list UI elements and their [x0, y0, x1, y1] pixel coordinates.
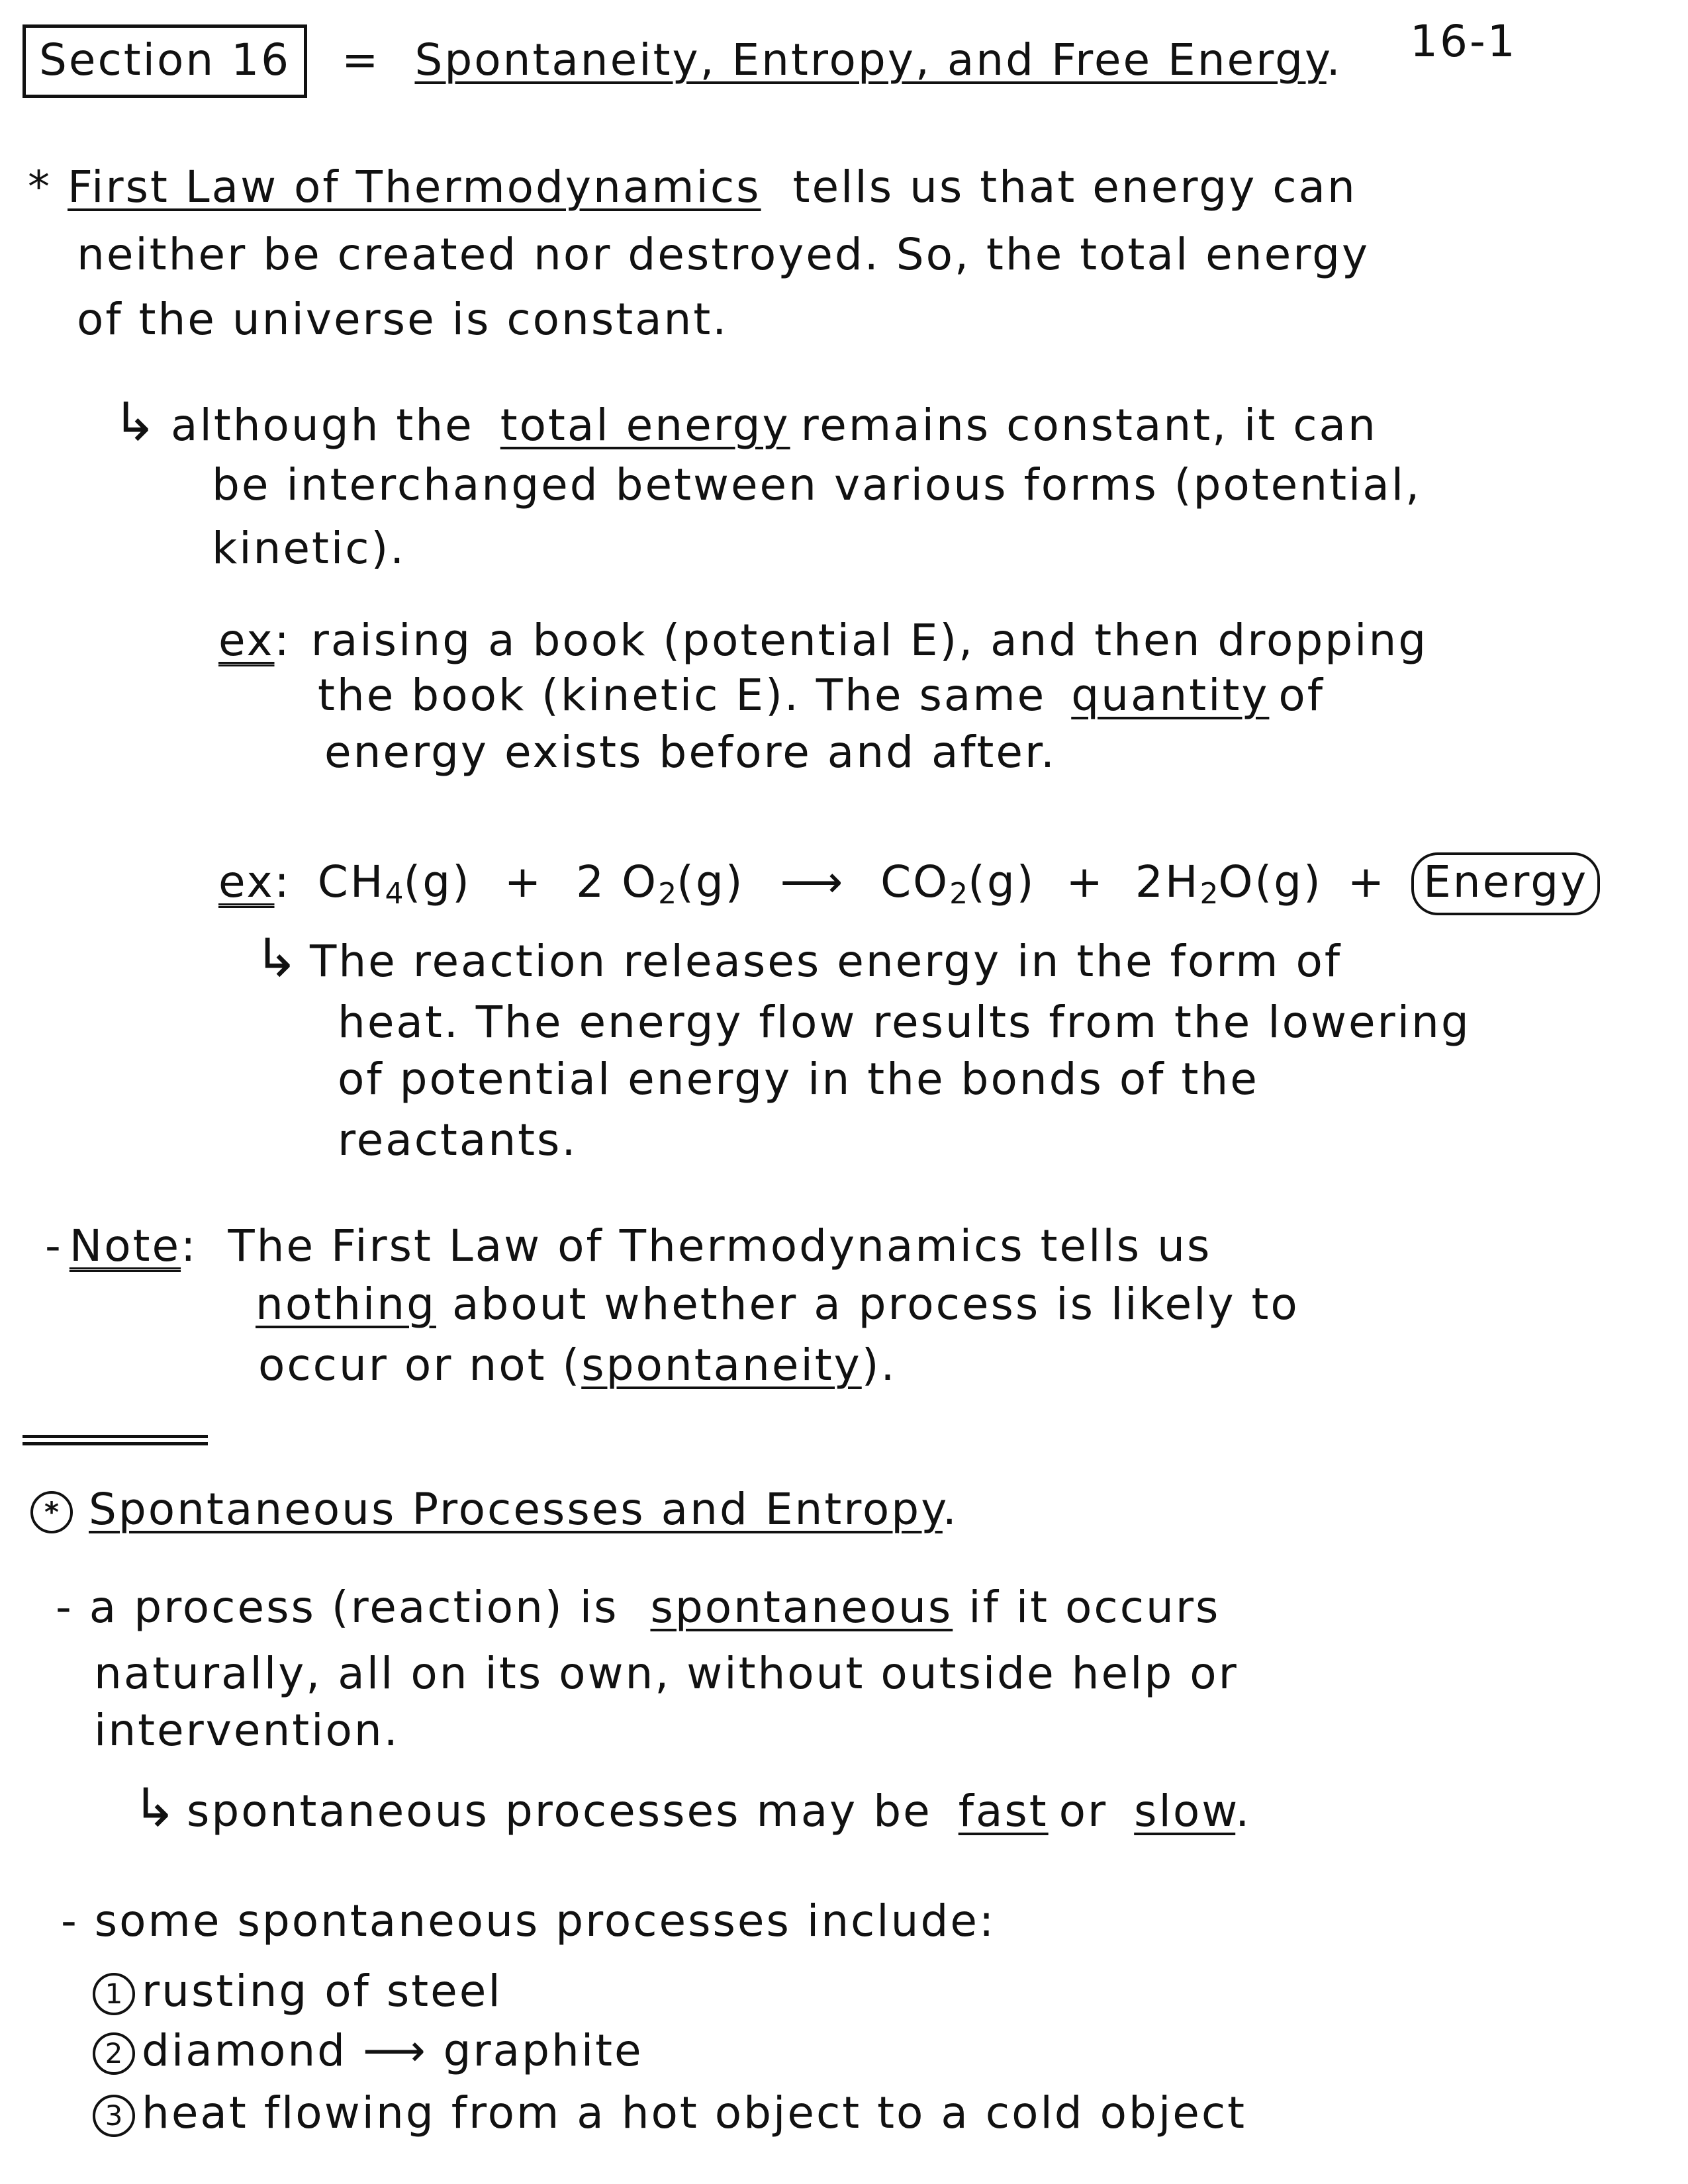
note-text-a2: remains constant, it can: [800, 400, 1378, 451]
spontaneous-def-line-2: naturally, all on its own, without outside help or: [94, 1648, 1239, 1699]
equals-sign: =: [342, 34, 381, 85]
spontaneous-heading: [30, 1484, 959, 1535]
carbon-dioxide: CO: [880, 856, 950, 907]
fast-slow-period: .: [1235, 1786, 1252, 1837]
slow-term: slow: [1134, 1786, 1236, 1837]
asterisk-bullet-icon: *: [28, 161, 52, 212]
note-text-3b: ).: [861, 1340, 897, 1390]
examples-intro: - some spontaneous processes include:: [61, 1895, 996, 1946]
note-dash: -: [45, 1220, 63, 1271]
list-item-text-1: rusting of steel: [142, 1966, 502, 2017]
note-text-3a: occur or not (: [258, 1340, 582, 1390]
reaction-arrow-icon: ⟶: [780, 856, 845, 907]
plus-1: +: [504, 856, 543, 907]
ex-label-2: ex: [218, 856, 275, 907]
note-label: Note: [69, 1220, 181, 1271]
oxygen: 2 O: [576, 856, 659, 907]
quantity-term: quantity: [1071, 670, 1270, 721]
list-item-text-2: diamond ⟶ graphite: [142, 2025, 643, 2076]
page-number: 16-1: [1410, 16, 1517, 67]
fast-term: fast: [958, 1786, 1049, 1837]
methane: CH: [317, 856, 385, 907]
sub-2a: 2: [658, 877, 677, 911]
first-law-line-1-rest: tells us that energy can: [792, 161, 1357, 212]
spontaneous-def-text-a: - a process (reaction) is: [56, 1582, 619, 1633]
sub-2c: 2: [1199, 877, 1219, 911]
header-line: [23, 34, 1342, 85]
list-item: [93, 2087, 1247, 2138]
state-g-2: (g): [677, 856, 745, 907]
heading-period: .: [942, 1484, 959, 1535]
example-1-text-2b: of: [1278, 670, 1325, 721]
arrow-down-right-icon: ↳: [113, 391, 160, 453]
or-text: or: [1058, 1786, 1108, 1837]
page-title: Spontaneity, Entropy, and Free Energy: [414, 34, 1327, 85]
energy-oval: Energy: [1411, 852, 1600, 915]
total-energy-term: total energy: [500, 400, 790, 451]
example-2-note-text-1: The reaction releases energy in the form of: [310, 936, 1342, 987]
ex-colon: :: [274, 615, 291, 666]
water: 2H: [1135, 856, 1200, 907]
number-1-circle-icon: 1: [93, 1973, 135, 2015]
example-1-line-2: [318, 670, 1325, 721]
total-energy-note-line-1: [113, 391, 1378, 453]
ex-label: ex: [218, 615, 275, 666]
example-1-text-2a: the book (kinetic E). The same: [318, 670, 1047, 721]
example-1-line-1: [218, 615, 1429, 666]
nothing-term: nothing: [256, 1279, 436, 1330]
note-colon: :: [181, 1220, 198, 1271]
state-g-3: (g): [968, 856, 1036, 907]
spontaneous-def-line-3: intervention.: [94, 1705, 400, 1756]
number-2-circle-icon: 2: [93, 2032, 135, 2075]
total-energy-note-line-3: kinetic).: [212, 523, 406, 574]
spontaneous-def-text-b: if it occurs: [968, 1582, 1221, 1633]
water-o: O: [1218, 856, 1255, 907]
example-2-note-line-3: of potential energy in the bonds of the: [338, 1054, 1259, 1105]
fast-slow-line: [132, 1777, 1252, 1839]
note-text-1: The First Law of Thermodynamics tells us: [228, 1220, 1212, 1271]
list-item: [93, 1966, 502, 2017]
first-law-term: First Law of Thermodynamics: [68, 161, 761, 212]
fast-slow-text: spontaneous processes may be: [187, 1786, 932, 1837]
note-line-1: [45, 1220, 1212, 1271]
total-energy-note-line-2: be interchanged between various forms (potential,: [212, 459, 1422, 510]
state-g-4: (g): [1254, 856, 1323, 907]
first-law-line-3: of the universe is constant.: [77, 294, 729, 345]
plus-3: +: [1347, 856, 1387, 907]
spontaneous-def-line-1: [56, 1582, 1221, 1633]
ex-colon-2: :: [274, 856, 291, 907]
example-2-note-line-2: heat. The energy flow results from the lowering: [338, 997, 1471, 1048]
first-law-line-1: [28, 161, 1357, 212]
example-2-equation: [218, 856, 1600, 911]
list-item: [93, 2025, 643, 2076]
arrow-down-right-icon: ↳: [254, 927, 301, 989]
note-text-a1: although the: [171, 400, 474, 451]
spontaneous-term: spontaneous: [650, 1582, 953, 1633]
example-2-note-line-4: reactants.: [338, 1115, 578, 1165]
section-separator: [23, 1435, 208, 1445]
asterisk-circle-icon: *: [30, 1491, 73, 1533]
title-period: .: [1326, 34, 1342, 85]
sub-2b: 2: [949, 877, 968, 911]
arrow-down-right-icon: ↳: [132, 1777, 179, 1839]
example-1-text-1: raising a book (potential E), and then dropping: [310, 615, 1429, 666]
note-line-2: [256, 1279, 1299, 1330]
state-g-1: (g): [403, 856, 471, 907]
example-2-note-line-1: [254, 927, 1342, 989]
section-label: Section 16: [23, 24, 307, 98]
note-line-3: [258, 1340, 897, 1390]
spontaneous-heading-text: Spontaneous Processes and Entropy: [89, 1484, 943, 1535]
number-3-circle-icon: 3: [93, 2095, 135, 2137]
example-1-line-3: energy exists before and after.: [324, 727, 1057, 778]
sub-4: 4: [385, 877, 404, 911]
list-item-text-3: heat flowing from a hot object to a cold object: [142, 2087, 1247, 2138]
spontaneity-term: spontaneity: [581, 1340, 862, 1390]
note-text-2: about whether a process is likely to: [451, 1279, 1299, 1330]
first-law-line-2: neither be created nor destroyed. So, the total energy: [77, 229, 1370, 280]
plus-2: +: [1066, 856, 1105, 907]
